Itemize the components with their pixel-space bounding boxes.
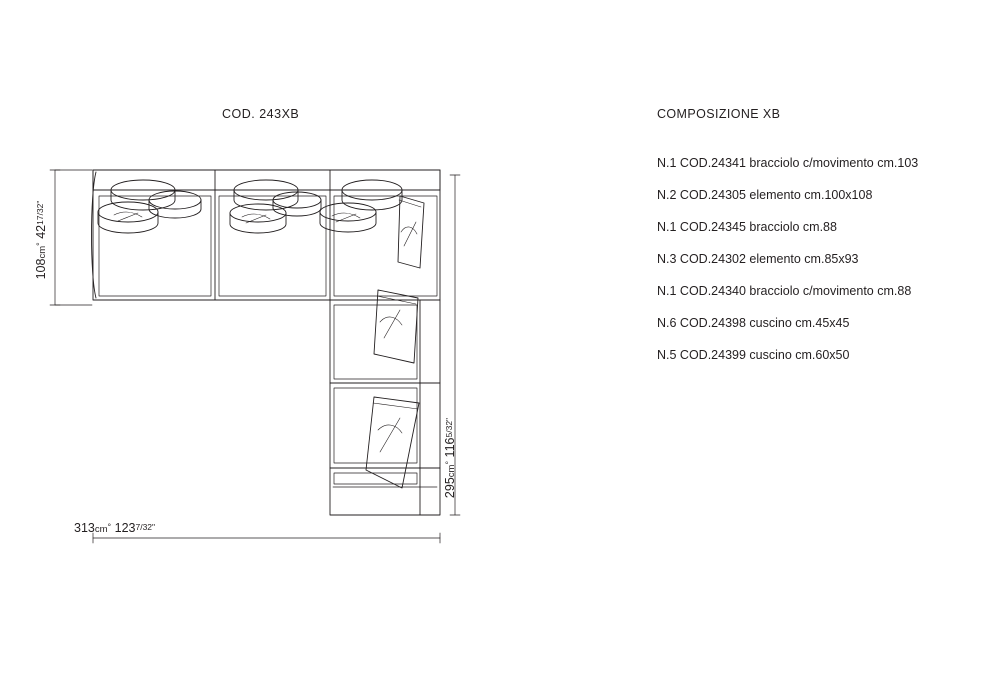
dim-left-cm-value: 108	[34, 258, 48, 280]
dim-right-unit: cm	[446, 464, 457, 477]
list-item: N.1 COD.24345 bracciolo cm.88	[657, 220, 837, 234]
composition-list	[657, 155, 977, 379]
dim-left-inch-value: 42	[34, 224, 48, 239]
list-item: N.1 COD.24340 bracciolo c/movimento cm.88	[657, 284, 912, 298]
square-cushions	[366, 196, 424, 488]
sofa-plan-svg	[0, 0, 560, 600]
sofa-vertical-outline	[330, 300, 440, 515]
dim-bottom-inch-value: 123	[114, 521, 136, 535]
dim-right-degree: °	[444, 460, 454, 465]
dim-right-inch-fraction: 5/32"	[444, 417, 454, 437]
dim-bottom-cm-value: 313	[74, 521, 95, 535]
dim-bottom-degree: °	[107, 522, 112, 532]
list-item: N.2 COD.24305 elemento cm.100x108	[657, 188, 873, 202]
dim-right-cm-value: 295	[443, 476, 457, 498]
dim-left-unit: cm	[37, 245, 48, 259]
sofa-horizontal-outline	[93, 170, 440, 300]
dimension-height-right	[441, 385, 459, 530]
list-item: N.6 COD.24398 cuscino cm.45x45	[657, 316, 850, 330]
dimension-width-bottom	[74, 521, 155, 535]
list-item: N.1 COD.24341 bracciolo c/movimento cm.103	[657, 156, 919, 170]
dim-left-inch-fraction: 17/32"	[35, 200, 45, 225]
list-item: N.3 COD.24302 elemento cm.85x93	[657, 252, 859, 266]
composition-title: COMPOSIZIONE XB	[657, 107, 781, 121]
sofa-left-arm-curve	[92, 172, 97, 298]
dim-left-degree: °	[35, 242, 45, 246]
dim-bottom-unit: cm	[94, 524, 108, 535]
dim-right-inch-value: 116	[443, 437, 457, 457]
dimension-height-left	[32, 175, 50, 305]
dim-bottom-inch-fraction: 7/32"	[135, 522, 156, 532]
drawing-title: COD. 243XB	[222, 107, 300, 121]
list-item: N.5 COD.24399 cuscino cm.60x50	[657, 348, 850, 362]
round-cushions	[98, 180, 402, 233]
sofa-plan-drawing	[0, 0, 560, 600]
